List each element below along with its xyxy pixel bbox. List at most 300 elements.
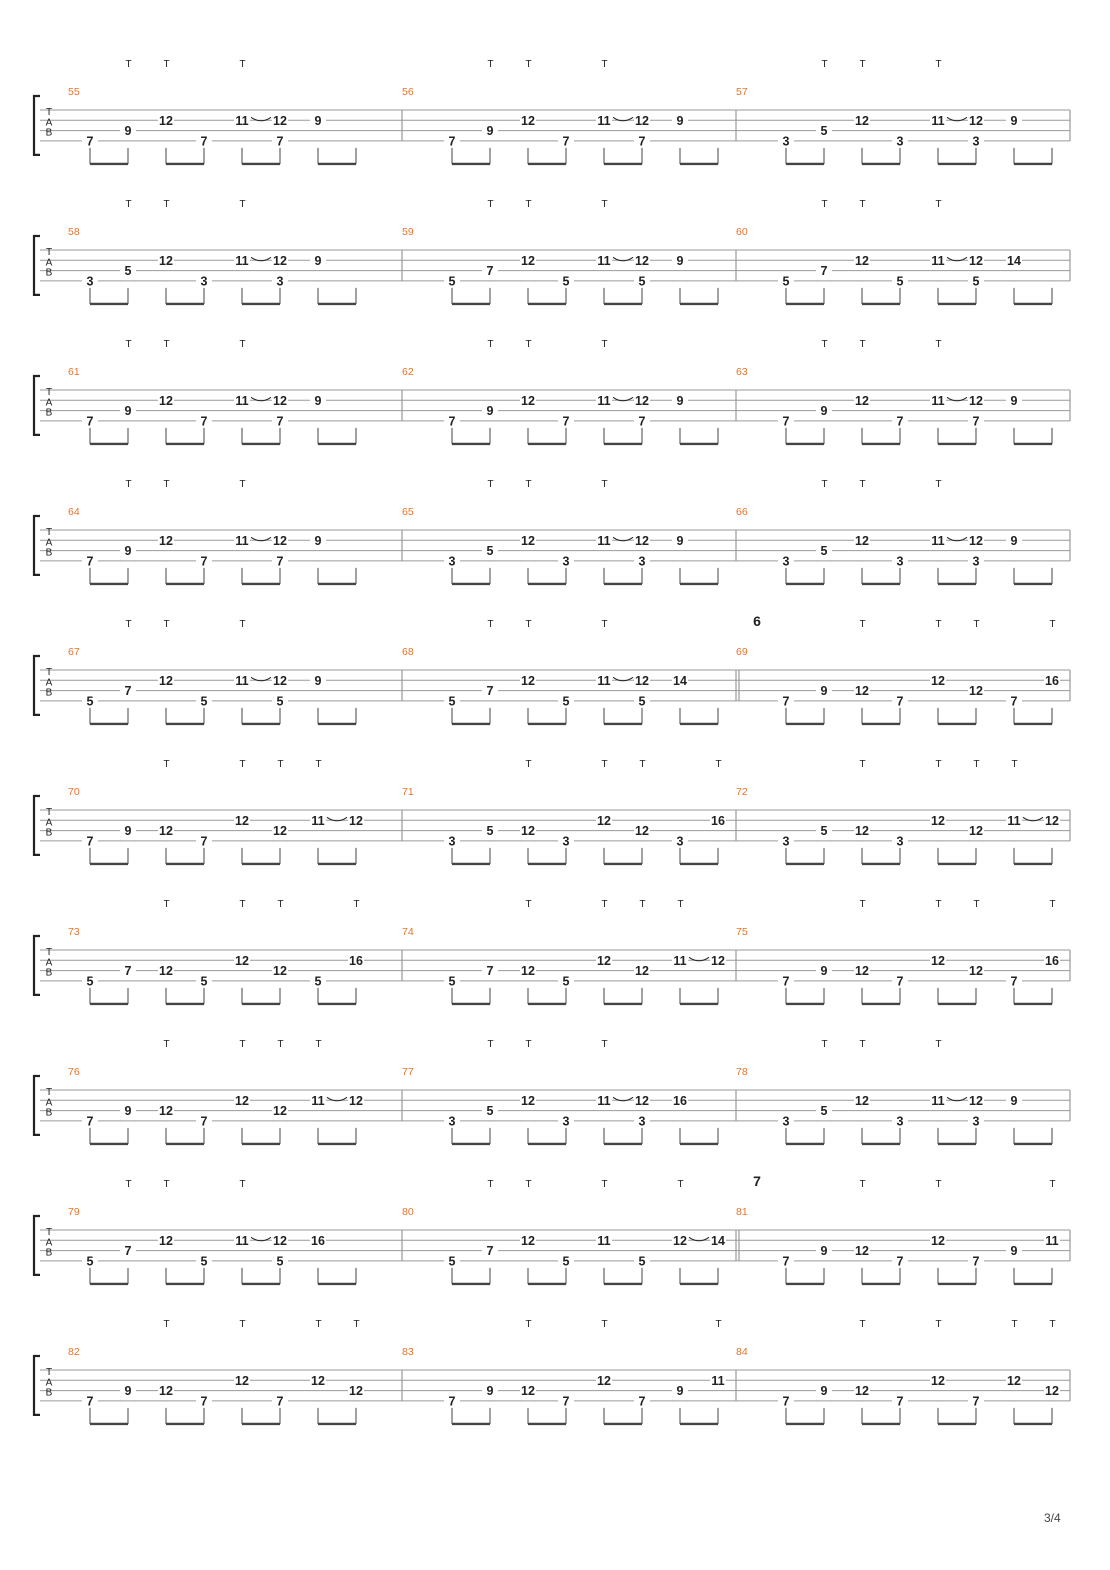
fret-number: 7 [562, 1394, 570, 1409]
fret-number: 3 [676, 834, 684, 849]
fret-number: 3 [896, 1114, 904, 1129]
section-number: 7 [753, 1173, 761, 1189]
fret-number: 12 [855, 113, 869, 128]
measure-number: 74 [402, 926, 414, 938]
tap-mark: T [239, 59, 246, 70]
slide-target-fret: 12 [635, 253, 649, 268]
tap-mark: T [935, 479, 942, 490]
fret-number: 11 [235, 533, 249, 548]
fret-number: 5 [782, 274, 790, 289]
fret-number: 7 [200, 134, 208, 149]
tap-mark: T [935, 1179, 942, 1190]
slide-target-fret: 12 [273, 393, 287, 408]
fret-number: 7 [448, 134, 456, 149]
fret-number: 12 [855, 1384, 869, 1399]
tap-mark: T [525, 1319, 532, 1330]
fret-number: 11 [597, 253, 611, 268]
system-bracket [34, 796, 40, 855]
slide-target-fret: 12 [349, 1093, 363, 1108]
tab-clef-letter: A [45, 117, 53, 129]
measure [68, 1319, 364, 1424]
fret-number: 3 [782, 834, 790, 849]
fret-number: 5 [820, 1104, 828, 1119]
fret-number: 7 [782, 414, 790, 429]
fret-number: 11 [1007, 813, 1021, 828]
measure [68, 899, 364, 1004]
fret-number: 9 [124, 544, 132, 559]
tap-mark: T [821, 59, 828, 70]
fret-number: 12 [1045, 1384, 1059, 1399]
measure-number: 65 [402, 506, 414, 518]
measure [736, 479, 1052, 584]
tap-mark: T [487, 619, 494, 630]
fret-number: 7 [782, 1254, 790, 1269]
tap-mark: T [859, 339, 866, 350]
slide-target-fret: 12 [273, 113, 287, 128]
measure [402, 759, 726, 864]
slide-target-fret: 12 [273, 673, 287, 688]
tab-system [34, 759, 1070, 864]
fret-number: 12 [931, 1233, 945, 1248]
tap-mark: T [935, 619, 942, 630]
tap-mark: T [163, 1179, 170, 1190]
measure [68, 199, 356, 304]
fret-number: 11 [597, 673, 611, 688]
tap-mark: T [125, 339, 132, 350]
tap-mark: T [601, 1179, 608, 1190]
fret-number: 9 [486, 404, 494, 419]
fret-number: 12 [597, 1373, 611, 1388]
fret-number: 12 [521, 393, 535, 408]
tab-clef-letter: T [45, 1087, 53, 1098]
system-bracket [34, 516, 40, 575]
fret-number: 5 [276, 1254, 284, 1269]
fret-number: 5 [86, 974, 94, 989]
tap-mark: T [525, 59, 532, 70]
fret-number: 7 [86, 1114, 94, 1129]
tab-clef-letter: B [45, 1247, 53, 1259]
tap-mark: T [821, 1039, 828, 1050]
fret-number: 7 [782, 974, 790, 989]
measure-number: 61 [68, 366, 80, 378]
tap-mark: T [239, 619, 246, 630]
fret-number: 12 [521, 533, 535, 548]
tab-clef-letter: B [45, 407, 53, 419]
measure [402, 59, 718, 164]
tap-mark: T [239, 199, 246, 210]
tap-mark: T [525, 199, 532, 210]
slide-target-fret: 12 [273, 533, 287, 548]
tap-mark: T [859, 899, 866, 910]
fret-number: 12 [1007, 1373, 1021, 1388]
fret-number: 7 [896, 974, 904, 989]
fret-number: 9 [820, 404, 828, 419]
measure-number: 76 [68, 1066, 80, 1078]
measure-number: 84 [736, 1346, 748, 1358]
fret-number: 3 [896, 134, 904, 149]
fret-number: 7 [276, 1394, 284, 1409]
tap-mark: T [973, 619, 980, 630]
tap-mark: T [601, 899, 608, 910]
tap-mark: T [821, 339, 828, 350]
fret-number: 12 [159, 673, 173, 688]
fret-number: 7 [972, 414, 980, 429]
tap-mark: T [125, 619, 132, 630]
fret-number: 12 [597, 813, 611, 828]
fret-number: 12 [969, 684, 983, 699]
measure [736, 613, 1060, 724]
fret-number: 7 [486, 684, 494, 699]
tab-clef-letter: T [45, 1367, 53, 1378]
system-bracket [34, 656, 40, 715]
fret-number: 7 [86, 414, 94, 429]
tab-system [34, 1319, 1070, 1424]
system-bracket [34, 96, 40, 155]
fret-number: 9 [820, 964, 828, 979]
fret-number: 7 [86, 1394, 94, 1409]
tap-mark: T [935, 339, 942, 350]
tap-mark: T [525, 1039, 532, 1050]
fret-number: 12 [931, 953, 945, 968]
fret-number: 11 [711, 1373, 725, 1388]
fret-number: 12 [855, 964, 869, 979]
tap-mark: T [859, 59, 866, 70]
fret-number: 11 [597, 113, 611, 128]
tap-mark: T [1011, 1319, 1018, 1330]
fret-number: 5 [276, 694, 284, 709]
fret-number: 11 [311, 1093, 325, 1108]
fret-number: 16 [711, 813, 725, 828]
fret-number: 5 [448, 274, 456, 289]
tap-mark: T [1011, 759, 1018, 770]
tap-mark: T [315, 759, 322, 770]
fret-number: 12 [159, 533, 173, 548]
tab-clef-letter: B [45, 967, 53, 979]
fret-number: 5 [562, 694, 570, 709]
measure-number: 66 [736, 506, 748, 518]
tap-mark: T [601, 1039, 608, 1050]
tap-mark: T [639, 759, 646, 770]
fret-number: 7 [486, 1244, 494, 1259]
measure-number: 56 [402, 86, 414, 98]
tap-mark: T [639, 899, 646, 910]
system-bracket [34, 1356, 40, 1415]
fret-number: 7 [972, 1254, 980, 1269]
fret-number: 12 [311, 1373, 325, 1388]
tab-clef-letter: A [45, 957, 53, 969]
system-bracket [34, 1216, 40, 1275]
fret-number: 11 [1045, 1233, 1059, 1248]
tab-clef-letter: B [45, 1387, 53, 1399]
fret-number: 7 [486, 264, 494, 279]
tap-mark: T [239, 1039, 246, 1050]
slide-target-fret: 12 [969, 1093, 983, 1108]
fret-number: 16 [349, 953, 363, 968]
fret-number: 12 [855, 253, 869, 268]
tap-mark: T [601, 759, 608, 770]
measure-number: 63 [736, 366, 748, 378]
tap-mark: T [353, 899, 360, 910]
tab-clef-letter: A [45, 397, 53, 409]
fret-number: 9 [314, 533, 322, 548]
tab-clef-letter: T [45, 107, 53, 118]
fret-number: 12 [159, 964, 173, 979]
tab-clef-letter: A [45, 1377, 53, 1389]
tab-system [34, 1039, 1070, 1144]
fret-number: 12 [159, 113, 173, 128]
fret-number: 7 [638, 414, 646, 429]
fret-number: 12 [159, 393, 173, 408]
fret-number: 9 [124, 824, 132, 839]
fret-number: 12 [931, 813, 945, 828]
fret-number: 11 [597, 1093, 611, 1108]
fret-number: 11 [235, 253, 249, 268]
tap-mark: T [601, 619, 608, 630]
tap-mark: T [859, 759, 866, 770]
fret-number: 7 [86, 134, 94, 149]
fret-number: 7 [1010, 694, 1018, 709]
tap-mark: T [315, 1319, 322, 1330]
tap-mark: T [677, 1179, 684, 1190]
system-bracket [34, 376, 40, 435]
fret-number: 12 [235, 1093, 249, 1108]
fret-number: 11 [597, 533, 611, 548]
fret-number: 12 [273, 824, 287, 839]
fret-number: 12 [931, 673, 945, 688]
fret-number: 3 [276, 274, 284, 289]
fret-number: 11 [235, 673, 249, 688]
tap-mark: T [935, 1319, 942, 1330]
tap-mark: T [125, 59, 132, 70]
fret-number: 11 [235, 113, 249, 128]
tap-mark: T [163, 1039, 170, 1050]
fret-number: 12 [159, 824, 173, 839]
fret-number: 7 [638, 1394, 646, 1409]
fret-number: 7 [276, 414, 284, 429]
measure-number: 78 [736, 1066, 748, 1078]
tap-mark: T [163, 1319, 170, 1330]
fret-number: 9 [124, 1384, 132, 1399]
measure-number: 75 [736, 926, 748, 938]
measure [68, 1039, 364, 1144]
fret-number: 5 [200, 974, 208, 989]
fret-number: 5 [820, 124, 828, 139]
tap-mark: T [239, 479, 246, 490]
tap-mark: T [239, 759, 246, 770]
tab-clef-letter: A [45, 677, 53, 689]
tap-mark: T [973, 759, 980, 770]
tap-mark: T [163, 339, 170, 350]
fret-number: 12 [349, 1384, 363, 1399]
tap-mark: T [487, 479, 494, 490]
slide-target-fret: 12 [969, 253, 983, 268]
fret-number: 12 [159, 253, 173, 268]
fret-number: 12 [521, 1233, 535, 1248]
measure-number: 59 [402, 226, 414, 238]
tab-system [34, 479, 1070, 584]
fret-number: 12 [159, 1384, 173, 1399]
measure [402, 199, 718, 304]
measure-number: 80 [402, 1206, 414, 1218]
system-bracket [34, 236, 40, 295]
fret-number: 3 [896, 554, 904, 569]
tap-mark: T [163, 59, 170, 70]
fret-number: 16 [311, 1233, 325, 1248]
tap-mark: T [525, 1179, 532, 1190]
tap-mark: T [277, 1039, 284, 1050]
fret-number: 3 [86, 274, 94, 289]
tap-mark: T [239, 899, 246, 910]
fret-number: 9 [314, 393, 322, 408]
fret-number: 7 [276, 134, 284, 149]
fret-number: 9 [676, 533, 684, 548]
fret-number: 16 [1045, 673, 1059, 688]
fret-number: 12 [855, 824, 869, 839]
fret-number: 3 [448, 1114, 456, 1129]
fret-number: 11 [597, 393, 611, 408]
measure-number: 55 [68, 86, 80, 98]
fret-number: 12 [521, 673, 535, 688]
slide-target-fret: 12 [969, 113, 983, 128]
measure-number: 73 [68, 926, 80, 938]
fret-number: 7 [896, 694, 904, 709]
measure [402, 899, 726, 1004]
fret-number: 7 [276, 554, 284, 569]
fret-number: 12 [855, 393, 869, 408]
fret-number: 11 [931, 533, 945, 548]
slide-target-fret: 12 [635, 533, 649, 548]
tab-clef-letter: T [45, 947, 53, 958]
fret-number: 3 [782, 1114, 790, 1129]
fret-number: 7 [200, 1394, 208, 1409]
fret-number: 9 [1010, 1244, 1018, 1259]
fret-number: 7 [896, 1394, 904, 1409]
slide-target-fret: 12 [273, 1233, 287, 1248]
fret-number: 9 [1010, 113, 1018, 128]
fret-number: 7 [782, 694, 790, 709]
fret-number: 7 [562, 134, 570, 149]
fret-number: 7 [562, 414, 570, 429]
tab-clef-letter: A [45, 537, 53, 549]
tap-mark: T [935, 899, 942, 910]
fret-number: 12 [235, 953, 249, 968]
measure-number: 69 [736, 646, 748, 658]
measure-number: 79 [68, 1206, 80, 1218]
tap-mark: T [525, 619, 532, 630]
fret-number: 3 [782, 554, 790, 569]
fret-number: 7 [486, 964, 494, 979]
tab-clef-letter: T [45, 527, 53, 538]
fret-number: 5 [486, 1104, 494, 1119]
slide-target-fret: 12 [349, 813, 363, 828]
measure [402, 1319, 726, 1424]
tab-clef-letter: B [45, 547, 53, 559]
fret-number: 3 [562, 834, 570, 849]
measure [402, 339, 718, 444]
tap-mark: T [821, 199, 828, 210]
measure-number: 67 [68, 646, 80, 658]
system-bracket [34, 936, 40, 995]
fret-number: 3 [972, 134, 980, 149]
fret-number: 9 [1010, 1093, 1018, 1108]
tap-mark: T [935, 59, 942, 70]
tap-mark: T [859, 479, 866, 490]
fret-number: 12 [855, 684, 869, 699]
tab-clef-letter: T [45, 667, 53, 678]
fret-number: 9 [124, 404, 132, 419]
fret-number: 12 [969, 964, 983, 979]
fret-number: 12 [273, 1104, 287, 1119]
measure-number: 68 [402, 646, 414, 658]
fret-number: 11 [235, 393, 249, 408]
fret-number: 3 [896, 834, 904, 849]
tap-mark: T [525, 899, 532, 910]
measure-number: 72 [736, 786, 748, 798]
fret-number: 5 [638, 274, 646, 289]
fret-number: 7 [124, 1244, 132, 1259]
fret-number: 7 [638, 134, 646, 149]
measure [402, 479, 718, 584]
slide-target-fret: 12 [635, 1093, 649, 1108]
slide-target-fret: 14 [711, 1233, 725, 1248]
tab-clef-letter: T [45, 1227, 53, 1238]
fret-number: 16 [673, 1093, 687, 1108]
tap-mark: T [163, 759, 170, 770]
fret-number: 9 [124, 1104, 132, 1119]
measure-number: 77 [402, 1066, 414, 1078]
fret-number: 7 [448, 414, 456, 429]
fret-number: 3 [638, 554, 646, 569]
section-number: 6 [753, 613, 761, 629]
fret-number: 5 [86, 1254, 94, 1269]
fret-number: 5 [314, 974, 322, 989]
fret-number: 12 [855, 1093, 869, 1108]
tap-mark: T [487, 1179, 494, 1190]
tab-clef-letter: A [45, 817, 53, 829]
fret-number: 7 [86, 554, 94, 569]
measure [736, 899, 1060, 1004]
tap-mark: T [935, 1039, 942, 1050]
tap-mark: T [487, 1039, 494, 1050]
fret-number: 9 [820, 1384, 828, 1399]
fret-number: 14 [673, 673, 687, 688]
fret-number: 5 [896, 274, 904, 289]
slide-target-fret: 12 [1045, 813, 1059, 828]
tap-mark: T [525, 759, 532, 770]
fret-number: 11 [311, 813, 325, 828]
tap-mark: T [487, 339, 494, 350]
fret-number: 7 [124, 684, 132, 699]
measure [402, 1179, 726, 1284]
fret-number: 12 [521, 964, 535, 979]
measure-number: 60 [736, 226, 748, 238]
fret-number: 3 [782, 134, 790, 149]
fret-number: 12 [673, 1233, 687, 1248]
fret-number: 5 [486, 824, 494, 839]
tap-mark: T [935, 759, 942, 770]
fret-number: 9 [1010, 393, 1018, 408]
measure-number: 82 [68, 1346, 80, 1358]
fret-number: 5 [562, 274, 570, 289]
fret-number: 5 [562, 974, 570, 989]
fret-number: 3 [448, 554, 456, 569]
slide-target-fret: 12 [635, 673, 649, 688]
fret-number: 12 [235, 1373, 249, 1388]
fret-number: 7 [124, 964, 132, 979]
tap-mark: T [601, 59, 608, 70]
tap-mark: T [525, 339, 532, 350]
fret-number: 3 [972, 554, 980, 569]
